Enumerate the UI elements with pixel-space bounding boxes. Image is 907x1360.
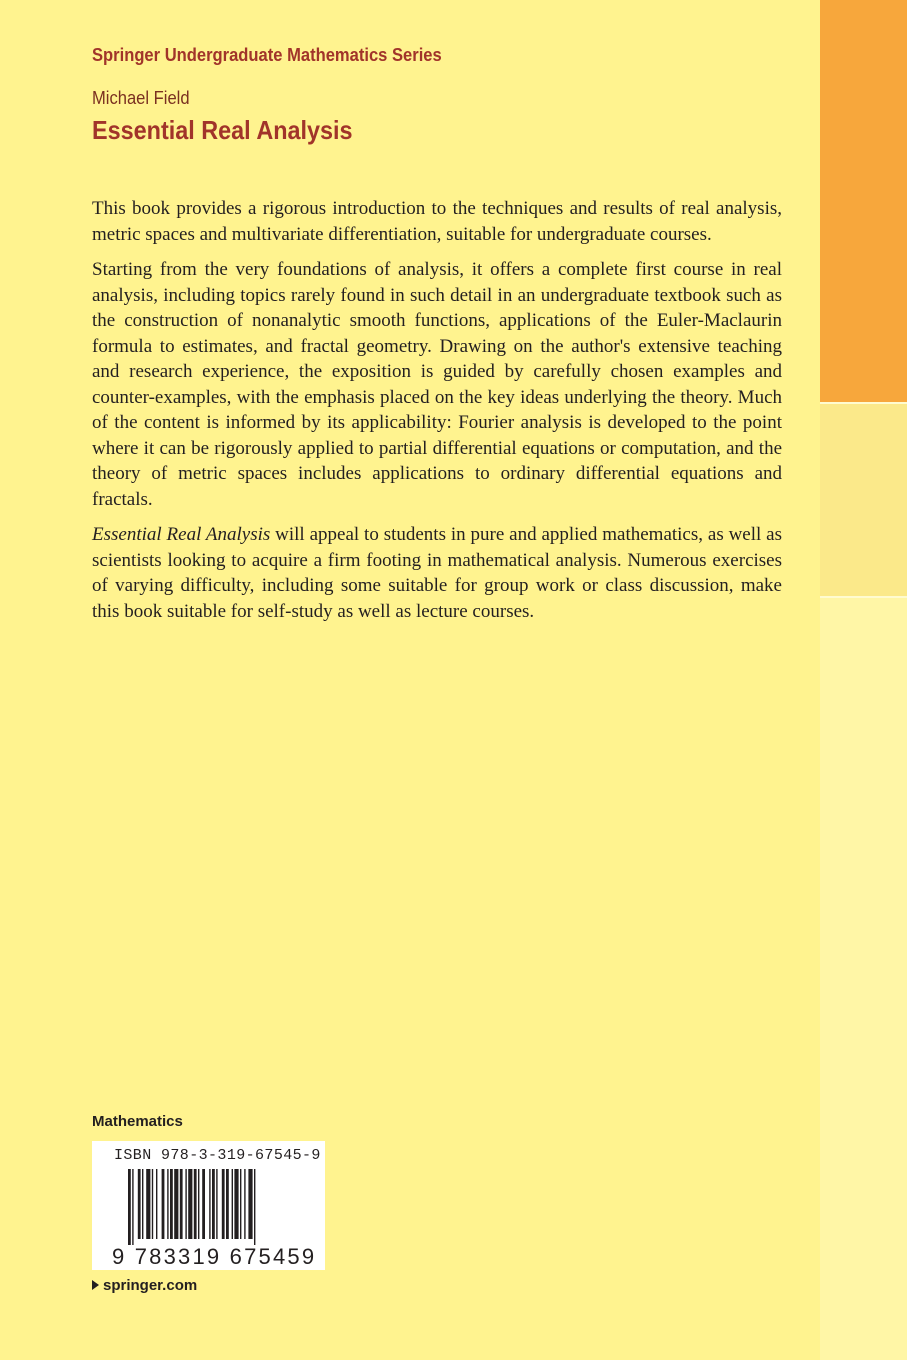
description-paragraph-1: This book provides a rigorous introduction to the techniques and results of real analysis, metric spaces and multivariate differentiation, suitable for undergraduate courses. bbox=[92, 198, 782, 245]
description-paragraph-3 bbox=[92, 522, 782, 624]
series-name: Springer Undergraduate Mathematics Series bbox=[92, 45, 442, 65]
description-paragraph-3-text: will appeal to students in pure and applied mathematics, as well as scientists looking to acquire a firm footing in mathematical analysis. Numerous exercises of varying difficulty, including some suitable for group work or class discussion, make this book suitable for self-study as well as lecture courses. bbox=[92, 524, 782, 622]
publisher-link[interactable] bbox=[92, 1277, 197, 1294]
barcode-bars bbox=[128, 1169, 308, 1245]
ean-digits: 9 783319 675459 bbox=[112, 1244, 317, 1269]
yellow-side-stripe bbox=[820, 404, 907, 596]
pale-side-stripe bbox=[820, 598, 907, 1360]
orange-side-stripe bbox=[820, 0, 907, 402]
author-name: Michael Field bbox=[92, 88, 190, 108]
book-description bbox=[92, 196, 782, 634]
description-paragraph-2: Starting from the very foundations of analysis, it offers a complete first course in real analysis, including topics rarely found in such detail in an undergraduate textbook such as the construction of nonanalytic smooth functions, applications of the Euler-Maclaurin formula to estimates, and fractal geometry. Drawing on the author's extensive teaching and research experience, the exposition is guided by carefully chosen examples and counter-examples, with the emphasis placed on the key ideas underlying the theory. Much of the content is informed by its applicability: Fourier analysis is developed to the point where it can be rigorously applied to partial differential equations or computation, and the theory of metric spaces includes applications to ordinary differential equations and fractals. bbox=[92, 259, 782, 510]
isbn-text: ISBN 978-3-319-67545-9 bbox=[114, 1147, 321, 1164]
subject-label: Mathematics bbox=[92, 1113, 183, 1130]
arrow-right-icon bbox=[92, 1280, 99, 1290]
book-title: Essential Real Analysis bbox=[92, 115, 353, 145]
description-title-italic: Essential Real Analysis bbox=[92, 524, 271, 545]
isbn-barcode bbox=[92, 1141, 325, 1270]
publisher-link-text[interactable]: springer.com bbox=[103, 1277, 198, 1294]
